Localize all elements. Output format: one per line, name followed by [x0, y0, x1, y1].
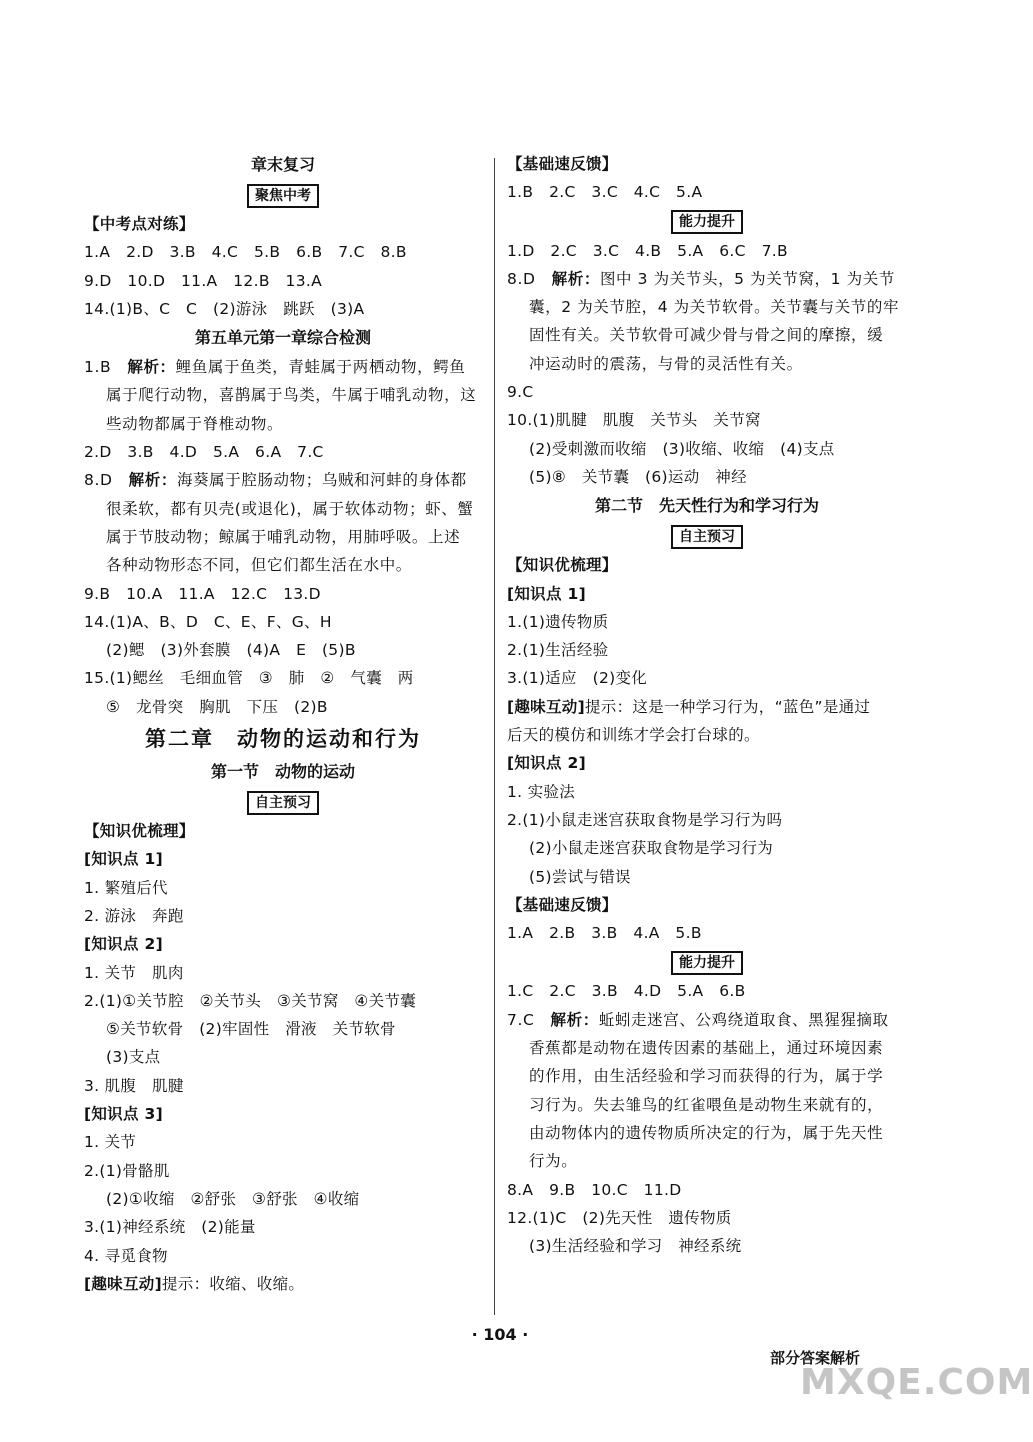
fun-interaction-continued: 后天的模仿和训练才学会打台球的。	[507, 726, 760, 745]
answer-line: 2.(1)①关节腔 ②关节头 ③关节窝 ④关节囊	[84, 991, 417, 1010]
explanation-line: 各种动物形态不同，但它们都生活在水中。	[106, 556, 412, 575]
explanation-line: 习行为。失去雏鸟的红雀喂鱼是动物生来就有的，	[529, 1095, 884, 1114]
explanation-tag: 解析：	[550, 1010, 599, 1029]
explanation-line: 冲运动时的震荡，与骨的灵活性有关。	[529, 354, 803, 373]
section-title: 第二节 先天性行为和学习行为	[594, 496, 819, 516]
answer-line: (2)鳃 (3)外套膜 (4)A E (5)B	[106, 641, 356, 660]
explanation-tag: 解析：	[128, 471, 177, 490]
answer-line: (3)生活经验和学习 神经系统	[529, 1237, 742, 1256]
answer-line: (5)⑧ 关节囊 (6)运动 神经	[529, 467, 747, 486]
explanation-line: 固性有关。关节软骨可减少骨与骨之间的摩擦，缓	[529, 326, 884, 345]
knowledge-point-label: [知识点 3]	[84, 1105, 163, 1124]
answer-line: 1.D 2.C 3.C 4.B 5.A 6.C 7.B	[507, 241, 788, 260]
answer-line: 15.(1)鳃丝 毛细血管 ③ 肺 ② 气囊 两	[84, 669, 414, 688]
answer-line: 2.D 3.B 4.D 5.A 6.A 7.C	[84, 443, 324, 462]
answer-line: 4. 寻觅食物	[84, 1246, 168, 1265]
answer-line: 1. 关节	[84, 1133, 137, 1152]
answer-line: 9.B 10.A 11.A 12.C 13.D	[84, 584, 321, 603]
explanation-tag: 解析：	[127, 358, 176, 377]
boxed-label-self-preview: 自主预习	[247, 791, 319, 815]
explanation-tag: 解析：	[551, 269, 600, 288]
watermark: MXQE.COM	[800, 1362, 1033, 1403]
answer-line: 1. 繁殖后代	[84, 878, 168, 897]
explanation-line: 很柔软，都有贝壳(或退化)，属于软体动物；虾、蟹	[106, 499, 474, 518]
heading-chapter-review: 章末复习	[250, 155, 315, 174]
explanation-line: 7.C 解析：蚯蚓走迷宫、公鸡绕道取食、黑猩猩摘取	[507, 1010, 889, 1029]
boxed-label-focus-exam: 聚焦中考	[247, 184, 319, 208]
knowledge-point-label: [知识点 2]	[84, 935, 163, 954]
answer-line: 12.(1)C (2)先天性 遗传物质	[507, 1208, 732, 1227]
answer-line: (3)支点	[106, 1048, 161, 1067]
answer-line: (5)尝试与错误	[529, 867, 631, 886]
section-title: 第一节 动物的运动	[210, 762, 355, 782]
explanation-line: 由动物体内的遗传物质所决定的行为，属于先天性	[529, 1123, 884, 1142]
column-divider	[494, 158, 495, 1315]
answer-line: 1. 实验法	[507, 782, 576, 801]
answer-line: 10.(1)肌腱 肌腹 关节头 关节窝	[507, 411, 761, 430]
tag-basic-feedback: 【基础速反馈】	[507, 155, 618, 173]
answer-line: 9.C	[507, 383, 534, 402]
answer-line: ⑤ 龙骨突 胸肌 下压 (2)B	[106, 697, 328, 716]
answer-line: 1.C 2.C 3.B 4.D 5.A 6.B	[507, 982, 746, 1001]
explanation-line: 8.D 解析：图中 3 为关节头，5 为关节窝，1 为关节	[507, 269, 895, 288]
explanation-line: 囊，2 为关节腔，4 为关节软骨。关节囊与关节的牢	[529, 298, 900, 317]
explanation-line: 属于爬行动物，喜鹊属于鸟类，牛属于哺乳动物，这	[106, 386, 477, 405]
answer-line: 1. 关节 肌肉	[84, 963, 184, 982]
explanation-line: 香蕉都是动物在遗传因素的基础上，通过环境因素	[529, 1039, 884, 1058]
fun-interaction: [趣味互动]提示：收缩、收缩。	[84, 1274, 305, 1293]
fun-interaction-tag: [趣味互动]	[84, 1274, 162, 1293]
answer-line: (2)小鼠走迷宫获取食物是学习行为	[529, 839, 774, 858]
boxed-label-ability: 能力提升	[671, 951, 743, 975]
answer-line: (2)受刺激而收缩 (3)收缩、收缩 (4)支点	[529, 439, 835, 458]
fun-interaction-tag: [趣味互动]	[507, 697, 585, 716]
right-column	[507, 150, 907, 1260]
explanation-line: 行为。	[529, 1152, 578, 1171]
answer-line: 1.B 2.C 3.C 4.C 5.A	[507, 183, 703, 202]
answer-line: 14.(1)B、C C (2)游泳 跳跃 (3)A	[84, 299, 365, 318]
answer-line: ⑤关节软骨 (2)牢固性 滑液 关节软骨	[106, 1020, 396, 1039]
tag-exam-practice: 【中考点对练】	[84, 215, 195, 233]
answer-line: 3.(1)神经系统 (2)能量	[84, 1218, 256, 1237]
tag-basic-feedback: 【基础速反馈】	[507, 895, 618, 914]
answer-line: 8.A 9.B 10.C 11.D	[507, 1180, 682, 1199]
answer-line: 9.D 10.D 11.A 12.B 13.A	[84, 271, 322, 290]
explanation-line: 的作用，由生活经验和学习而获得的行为，属于学	[529, 1067, 884, 1086]
explanation-line: 1.B 解析：鲤鱼属于鱼类，青蛙属于两栖动物，鳄鱼	[84, 358, 466, 377]
knowledge-point-label: [知识点 1]	[84, 850, 163, 869]
footer-section-label: 部分答案解析	[770, 1349, 861, 1367]
explanation-line: 8.D 解析：海葵属于腔肠动物；乌贼和河蚌的身体都	[84, 471, 467, 490]
knowledge-point-label: [知识点 2]	[507, 754, 586, 773]
page-number: · 104 ·	[471, 1325, 529, 1344]
answer-line: 1.A 2.D 3.B 4.C 5.B 6.B 7.C 8.B	[84, 243, 407, 262]
heading-unit-test: 第五单元第一章综合检测	[194, 328, 371, 348]
explanation-line: 些动物都属于脊椎动物。	[106, 414, 284, 433]
boxed-label-ability: 能力提升	[671, 210, 743, 234]
boxed-label-self-preview: 自主预习	[671, 525, 743, 549]
answer-line: 2.(1)小鼠走迷宫获取食物是学习行为吗	[507, 810, 783, 829]
answer-line: 14.(1)A、B、D C、E、F、G、H	[84, 612, 332, 631]
chapter-title: 第二章 动物的运动和行为	[145, 727, 421, 752]
answer-line: 2.(1)生活经验	[507, 641, 609, 660]
answer-line: 1.(1)遗传物质	[507, 612, 609, 631]
answer-line: 3. 肌腹 肌腱	[84, 1076, 184, 1095]
knowledge-point-label: [知识点 1]	[507, 584, 586, 603]
answer-line: 2.(1)骨骼肌	[84, 1161, 170, 1180]
tag-knowledge: 【知识优梳理】	[84, 822, 195, 841]
answer-line: 3.(1)适应 (2)变化	[507, 669, 648, 688]
fun-interaction: [趣味互动]提示：这是一种学习行为，“蓝色”是通过	[507, 697, 871, 716]
answer-line: 2. 游泳 奔跑	[84, 906, 184, 925]
tag-knowledge: 【知识优梳理】	[507, 556, 618, 575]
left-column	[84, 150, 482, 1298]
answer-line: (2)①收缩 ②舒张 ③舒张 ④收缩	[106, 1189, 360, 1208]
answer-line: 1.A 2.B 3.B 4.A 5.B	[507, 924, 702, 943]
explanation-line: 属于节肢动物；鲸属于哺乳动物，用肺呼吸。上述	[106, 527, 461, 546]
